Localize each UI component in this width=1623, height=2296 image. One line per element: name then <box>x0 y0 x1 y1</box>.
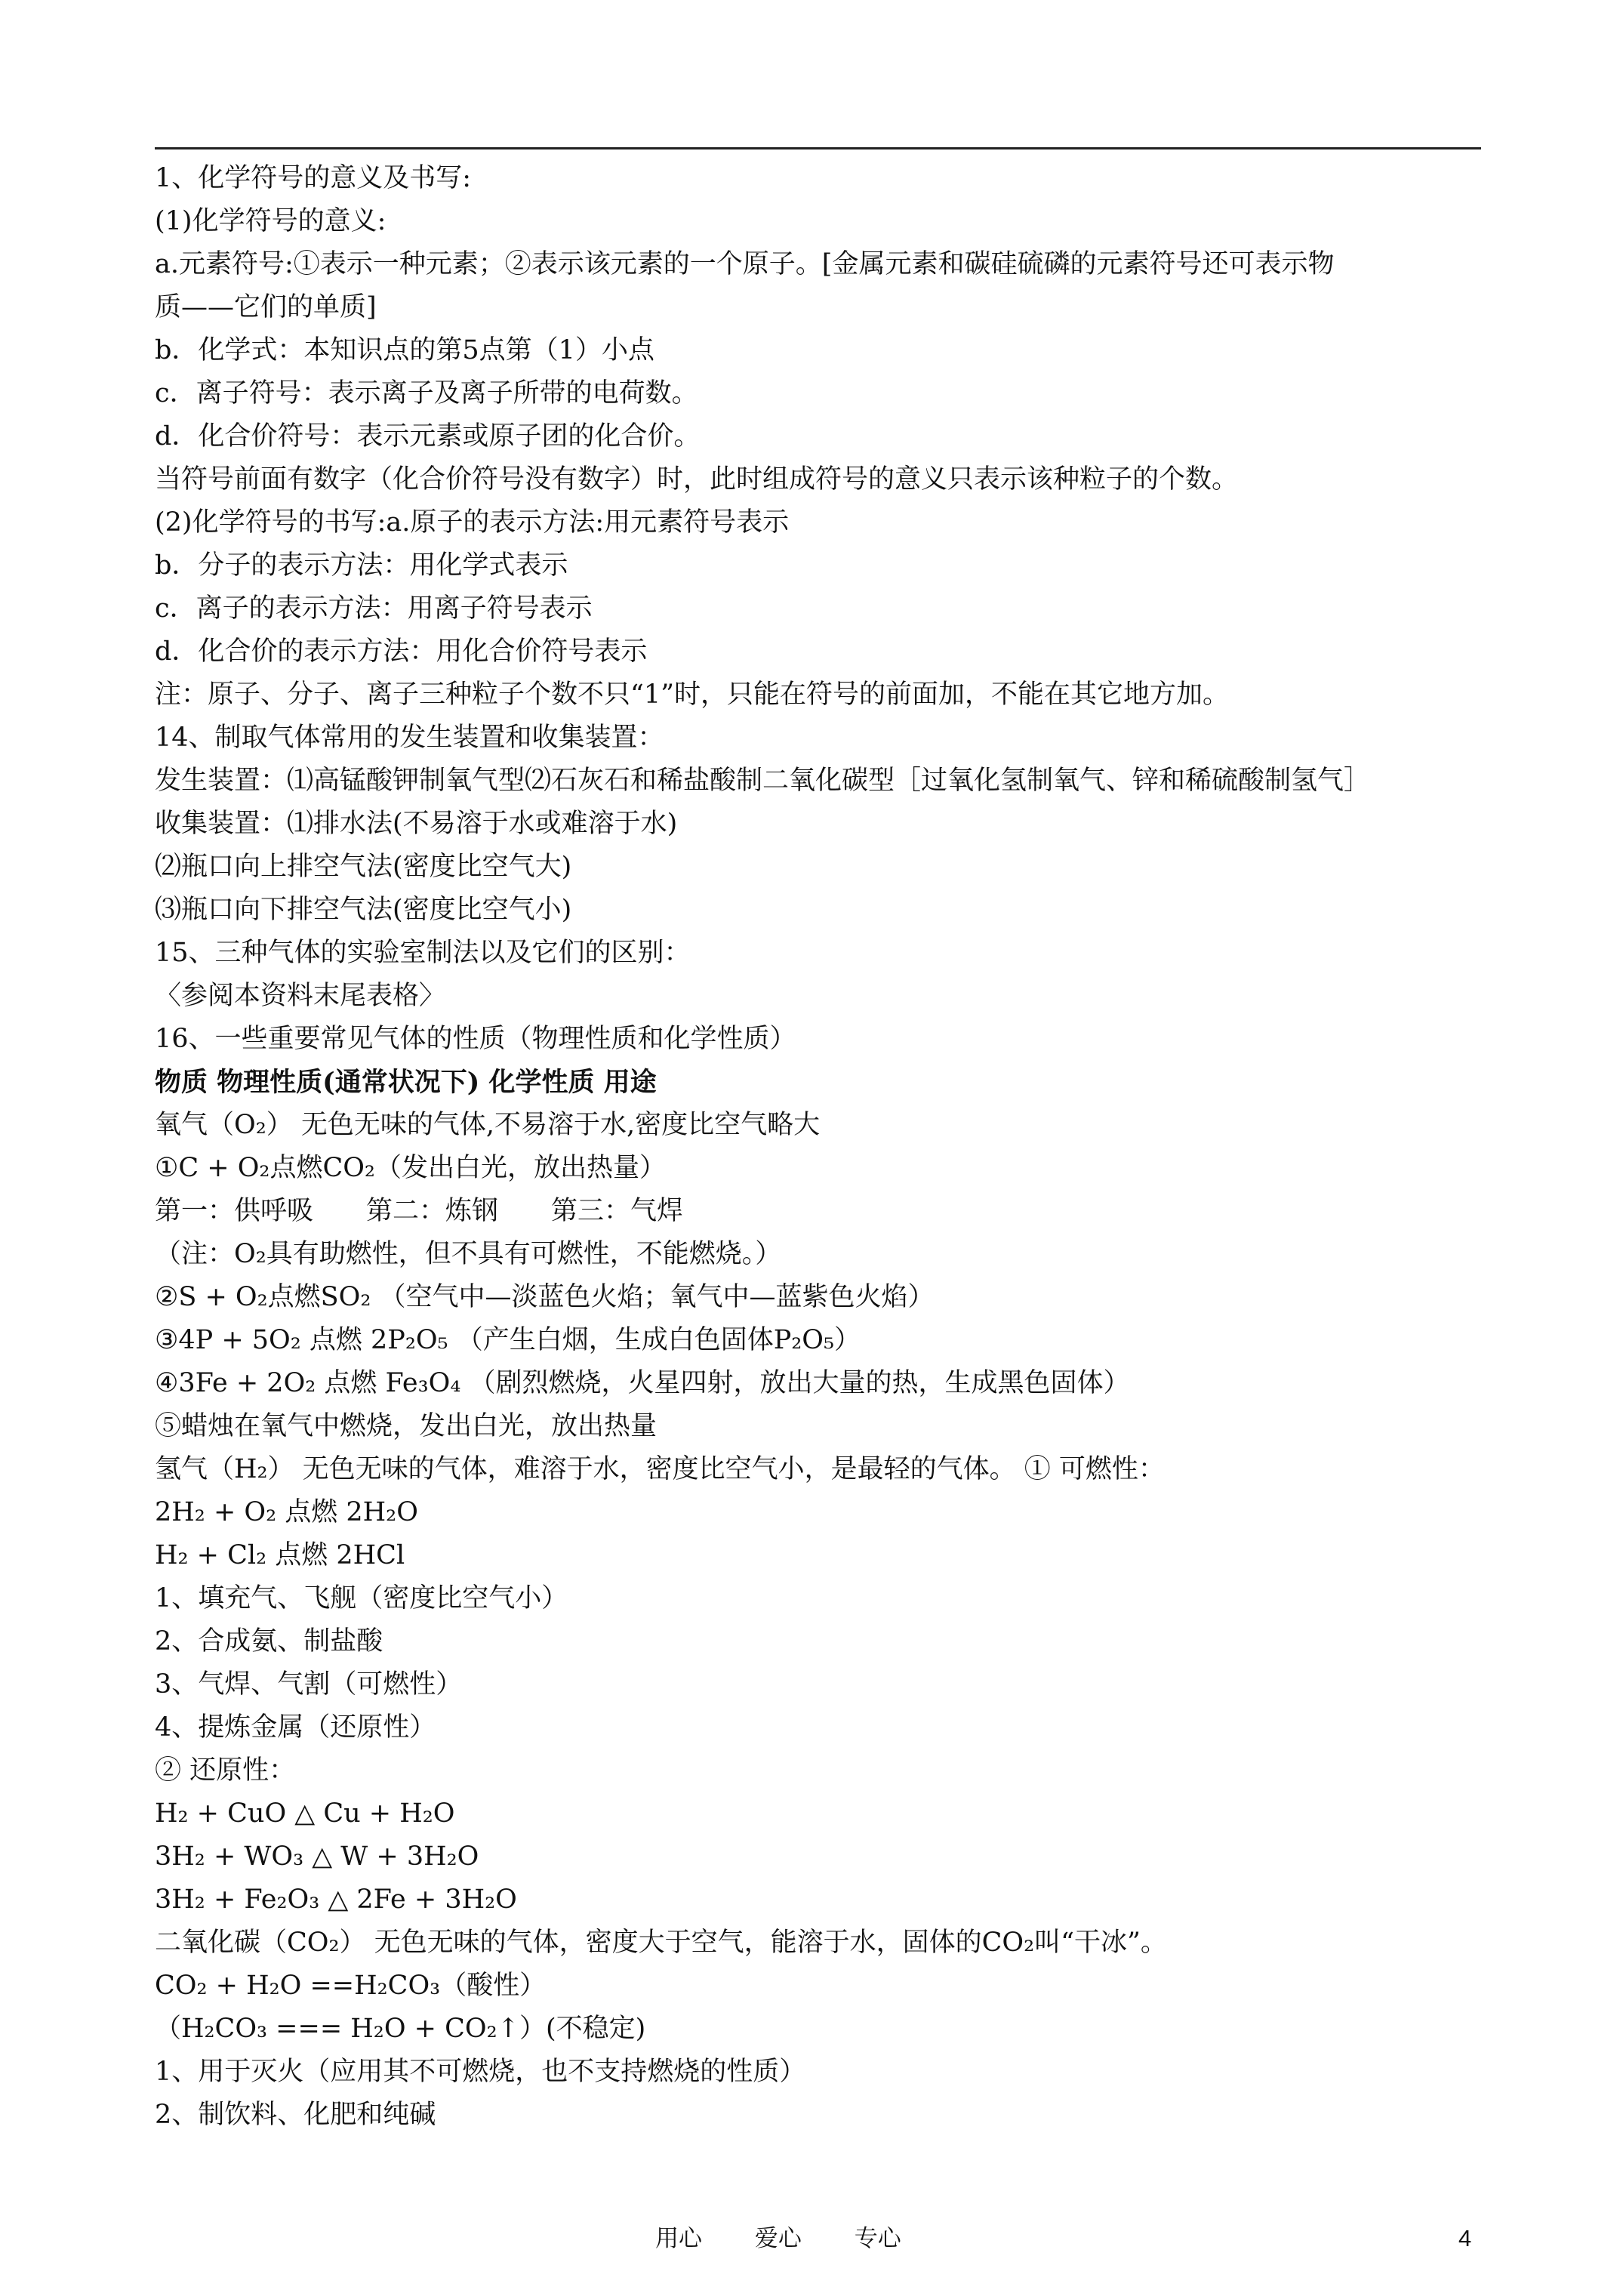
text-line: （注：O₂具有助燃性，但不具有可燃性，不能燃烧。） <box>155 1239 782 1269</box>
text-line: (1)化学符号的意义: <box>155 206 387 236</box>
text-line: 1、用于灭火（应用其不可燃烧，也不支持燃烧的性质） <box>155 2057 806 2087</box>
text-line: 2、制饮料、化肥和纯碱 <box>155 2100 436 2130</box>
text-line: 氧气（O₂） 无色无味的气体,不易溶于水,密度比空气略大 <box>155 1110 821 1140</box>
text-line: 1、化学符号的意义及书写: <box>155 163 472 193</box>
text-line: d．化合价的表示方法：用化合价符号表示 <box>155 636 648 667</box>
section-heading: 16、一些重要常见气体的性质（物理性质和化学性质） <box>155 1024 796 1054</box>
equation-line: ①C + O₂点燃CO₂（发出白光，放出热量） <box>155 1153 666 1183</box>
section-heading: 15、三种气体的实验室制法以及它们的区别： <box>155 938 691 968</box>
equation-line: （H₂CO₃ === H₂O + CO₂↑）(不稳定) <box>155 2014 646 2044</box>
text-line: ⑤蜡烛在氧气中燃烧，发出白光，放出热量 <box>155 1411 658 1441</box>
equation-line: ②S + O₂点燃SO₂ （空气中—淡蓝色火焰；氧气中—蓝紫色火焰） <box>155 1282 935 1312</box>
equation-line: ③4P + 5O₂ 点燃 2P₂O₅ （产生白烟，生成白色固体P₂O₅） <box>155 1325 861 1355</box>
document-body <box>155 157 1483 2137</box>
text-line: 发生装置：⑴高锰酸钾制氧气型⑵石灰石和稀盐酸制二氧化碳型［过氧化氢制氧气、锌和稀硫酸制氢气］ <box>155 766 1371 796</box>
footer-motto: 用心 爱心 专心 <box>655 2225 901 2252</box>
text-line: c．离子的表示方法：用离子符号表示 <box>155 593 593 624</box>
text-line: 1、填充气、飞舰（密度比空气小） <box>155 1583 568 1613</box>
equation-line: 2H₂ + O₂ 点燃 2H₂O <box>155 1497 418 1527</box>
text-line: 2、合成氨、制盐酸 <box>155 1626 383 1657</box>
text-line: ⑵瓶口向上排空气法(密度比空气大) <box>155 852 572 882</box>
text-line: c．离子符号：表示离子及离子所带的电荷数。 <box>155 378 698 408</box>
text-line: 3、气焊、气割（可燃性） <box>155 1669 463 1700</box>
text-line: 当符号前面有数字（化合价符号没有数字）时，此时组成符号的意义只表示该种粒子的个数。 <box>155 464 1239 495</box>
text-line: ⑶瓶口向下排空气法(密度比空气小) <box>155 895 572 925</box>
equation-line: H₂ + CuO △ Cu + H₂O <box>155 1798 455 1829</box>
text-line: 氢气（H₂） 无色无味的气体，难溶于水，密度比空气小，是最轻的气体。 ① 可燃性： <box>155 1454 1165 1484</box>
page-number: 4 <box>1458 2225 1472 2251</box>
text-line: ② 还原性： <box>155 1755 296 1786</box>
text-line: (2)化学符号的书写:a.原子的表示方法:用元素符号表示 <box>155 507 790 538</box>
text-line: a.元素符号:①表示一种元素；②表示该元素的一个原子。[金属元素和碳硅硫磷的元素符号还可表示物 <box>155 249 1335 279</box>
text-line: 4、提炼金属（还原性） <box>155 1712 436 1743</box>
text-line: b．化学式：本知识点的第5点第（1）小点 <box>155 335 654 365</box>
header-rule <box>155 147 1481 149</box>
equation-line: 3H₂ + Fe₂O₃ △ 2Fe + 3H₂O <box>155 1885 517 1915</box>
text-line: d．化合价符号：表示元素或原子团的化合价。 <box>155 421 701 451</box>
text-line: 第一：供呼吸 第二：炼钢 第三：气焊 <box>155 1196 684 1226</box>
text-line: 注：原子、分子、离子三种粒子个数不只“1”时，只能在符号的前面加，不能在其它地方加。 <box>155 680 1230 710</box>
equation-line: ④3Fe + 2O₂ 点燃 Fe₃O₄ （剧烈燃烧，火星四射，放出大量的热，生成黑色固体） <box>155 1368 1130 1398</box>
page-footer <box>0 2220 1623 2257</box>
text-line: 收集装置：⑴排水法(不易溶于水或难溶于水) <box>155 809 678 839</box>
table-header-line: 物质 物理性质(通常状况下) 化学性质 用途 <box>155 1067 657 1098</box>
section-heading: 14、制取气体常用的发生装置和收集装置： <box>155 723 664 753</box>
text-line: 〈参阅本资料末尾表格〉 <box>155 981 446 1011</box>
text-line: 质——它们的单质] <box>155 292 377 322</box>
equation-line: H₂ + Cl₂ 点燃 2HCl <box>155 1540 405 1570</box>
equation-line: 3H₂ + WO₃ △ W + 3H₂O <box>155 1841 479 1872</box>
text-line: b．分子的表示方法：用化学式表示 <box>155 550 568 581</box>
equation-line: CO₂ + H₂O ==H₂CO₃（酸性） <box>155 1971 547 2001</box>
text-line: 二氧化碳（CO₂） 无色无味的气体，密度大于空气，能溶于水，固体的CO₂叫“干冰”。 <box>155 1928 1167 1958</box>
